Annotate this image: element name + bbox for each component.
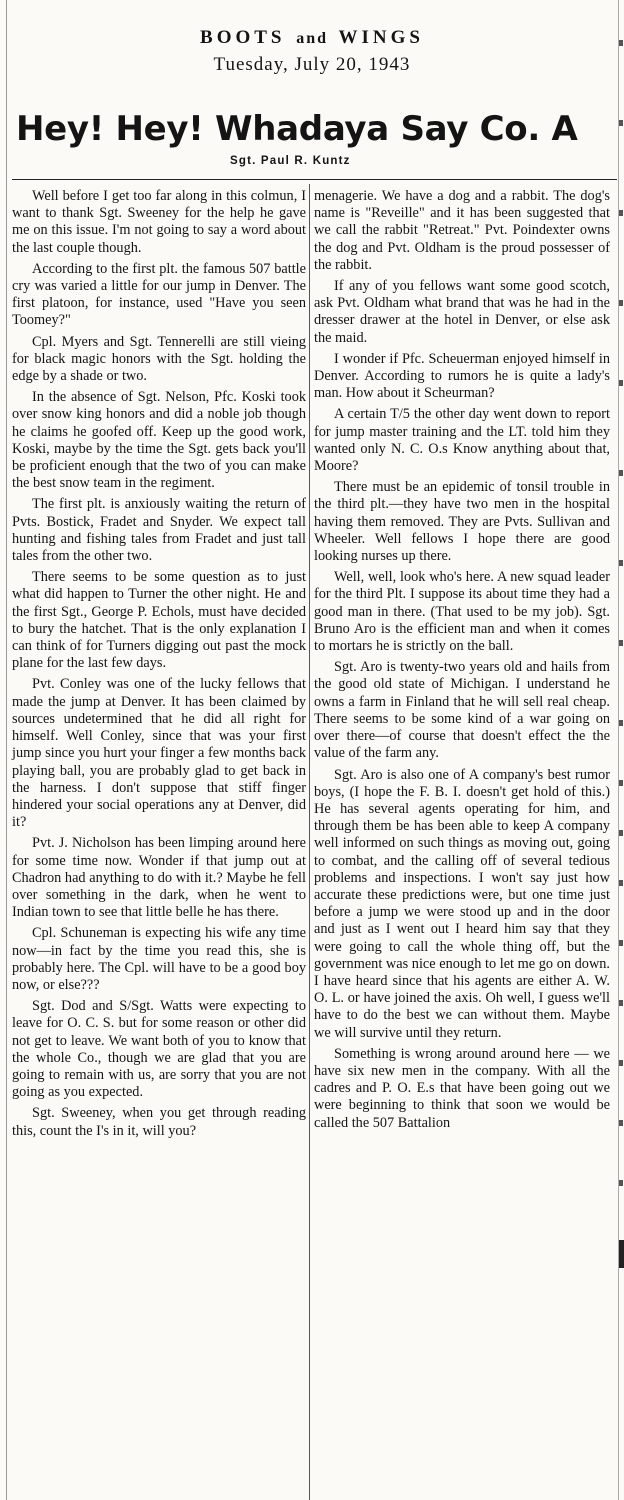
left-margin-rule — [6, 0, 7, 1500]
headline-rule — [12, 179, 617, 180]
paragraph: The first plt. is anxiously waiting the return of Pvts. Bostick, Fradet and Snyder. We expect tall hunting and fishing tales from Fradet and just tall tales from the other two. — [12, 496, 306, 565]
paper-name — [0, 26, 624, 51]
paragraph: Sgt. Sweeney, when you get through reading this, count the I's in it, will you? — [12, 1105, 306, 1139]
paper-name-and: and — [296, 30, 329, 47]
paragraph: I wonder if Pfc. Scheuerman enjoyed himself in Denver. According to rumors he is quite a lady's man. How about it Scheurman? — [314, 350, 610, 402]
paper-name-wings: WINGS — [338, 27, 424, 48]
paragraph: There must be an epidemic of tonsil trouble in the third plt.—they have two men in the hospital having them removed. They are Pvts. Sullivan and Wheeler. Well fellows I hope there are good looking nurses up there. — [314, 479, 610, 565]
left-column — [12, 188, 306, 1144]
paper-name-boots: BOOTS — [200, 27, 286, 48]
paragraph-continuation: menagerie. We have a dog and a rabbit. The dog's name is "Reveille" and it has been suggested that we call the rabbit "Retreat." Pvt. Poindexter owns the dog and Pvt. Oldham is the proud possesser of the rabbit. — [314, 188, 610, 273]
paragraph: Pvt. J. Nicholson has been limping around here for some time now. Wonder if that jump out at Chadron had anything to do with it.? Maybe he fell over something in the dark, when he went to Indian town to see that little belle he has there. — [12, 835, 306, 921]
masthead — [0, 26, 624, 77]
paragraph: Sgt. Dod and S/Sgt. Watts were expecting to leave for O. C. S. but for some reason or other did not get to leave. We want both of you to know that the whole Co., though we are glad that you are going to remain with us, are sorry that you are not going as you expected. — [12, 998, 306, 1101]
adjacent-page-scraps — [619, 0, 624, 1500]
paragraph: Cpl. Myers and Sgt. Tennerelli are still vieing for black magic honors with the Sgt. holding the edge by a shade or two. — [12, 333, 306, 385]
paragraph: Cpl. Schuneman is expecting his wife any time now—in fact by the time you read this, she is probably here. The Cpl. will have to be a good boy now, or else??? — [12, 925, 306, 993]
paragraph: A certain T/5 the other day went down to report for jump master training and the LT. told him they wanted only N. C. O.s Know anything about that, Moore? — [314, 406, 610, 475]
article-headline: Hey! Hey! Whadaya Say Co. A — [16, 109, 578, 149]
paragraph: Well, well, look who's here. A new squad leader for the third Plt. I suppose its about time they had a good man in there. (That used to be my job). Sgt. Bruno Aro is the efficient man and when it comes to mortars he is strictly on the ball. — [314, 569, 610, 655]
right-column — [314, 188, 610, 1136]
paragraph: In the absence of Sgt. Nelson, Pfc. Koski took over snow king honors and did a noble job though he claims he goofed off. Keep up the good work, Koski, maybe by the time the Sgt. gets back you'll be proficient enough that the two of you can make the best snow team in the regiment. — [12, 389, 306, 492]
paragraph: If any of you fellows want some good scotch, ask Pvt. Oldham what brand that was he had in the dresser drawer at the hotel in Denver, or else ask the maid. — [314, 278, 610, 346]
article-byline: Sgt. Paul R. Kuntz — [230, 155, 351, 167]
paragraph: Something is wrong around around here — we have six new men in the company. With all the cadres and P. O. E.s that have been going out we were beginning to think that soon we would be called the 507 Battalion — [314, 1045, 610, 1131]
paragraph: Sgt. Aro is twenty-two years old and hails from the good old state of Michigan. I understand he owns a farm in Finland that he will sell real cheap. There seems to be some kind of a war going on over there—of course that doesn't effect the the value of the farm any. — [314, 659, 610, 762]
paragraph: Sgt. Aro is also one of A company's best rumor boys, (I hope the F. B. I. doesn't get hold of this.) He has several agents operating for him, and through them be has been able to keep A company well informed on such things as moving out, going to combat, and the calling off of several tedious problems and inspections. I won't say just how accurate these predictions were, but one time just before a jump we were stood up and in the door and just as I went out I heard him say that they were going to call the whole thing off, but the government was nice enough to let me go on down. I have heard since that his agents are either A. W. O. L. or have joined the axis. Oh well, I guess we'll have to do the best we can without them. Maybe we will survive until they return. — [314, 766, 610, 1041]
paragraph: Well before I get too far along in this colmun, I want to thank Sgt. Sweeney for the help he gave me on this issue. I'm not going to say a word about the last couple though. — [12, 188, 306, 256]
paragraph: There seems to be some question as to just what did happen to Turner the other night. He and the first Sgt., George P. Echols, must have decided to bury the hatchet. That is the only explanation I can think of for Turners digging out past the mock plane for the last few days. — [12, 569, 306, 672]
issue-date: Tuesday, July 20, 1943 — [213, 54, 411, 75]
paragraph: Pvt. Conley was one of the lucky fellows that made the jump at Denver. It has been claimed by sources undetermined that he did all right for himself. Well Conley, since that was your first jump since you hurt your finger a few months back playing ball, you are probably glad to get back in the harness. I don't suppose that stiff finger hindered your social operations any at Denver, did it? — [12, 676, 306, 831]
paragraph: According to the first plt. the famous 507 battle cry was varied a little for our jump in Denver. The first platoon, for instance, used "Have you seen Toomey?" — [12, 260, 306, 329]
column-divider — [309, 184, 310, 1500]
